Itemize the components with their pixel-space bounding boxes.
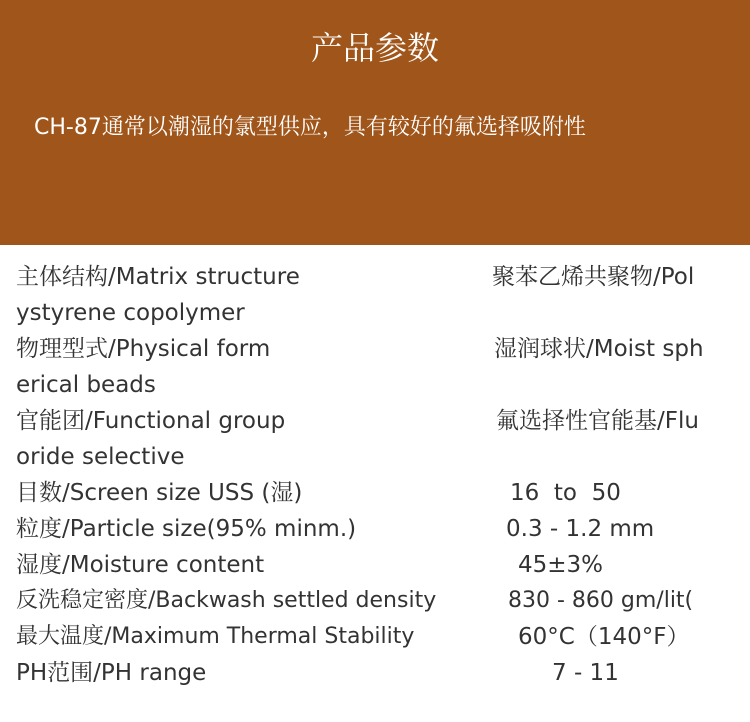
spec-label: 物理型式/Physical form	[16, 336, 271, 362]
spec-row-backwash-density	[0, 583, 750, 619]
spec-value-continuation: oride selective	[16, 444, 185, 470]
spec-label: 最大温度/Maximum Thermal Stability	[16, 624, 415, 649]
spec-row-screen-size	[0, 475, 750, 511]
spec-label: 目数/Screen size USS (湿)	[16, 480, 303, 506]
spec-value: 60°C（140°F）	[518, 624, 690, 650]
header-banner	[0, 0, 750, 245]
spec-table	[0, 245, 750, 722]
product-description: CH-87通常以潮湿的氯型供应，具有较好的氟选择吸附性	[34, 115, 586, 140]
spec-label: 主体结构/Matrix structure	[16, 264, 300, 290]
spec-row-continuation	[0, 439, 750, 475]
spec-row-thermal-stability	[0, 619, 750, 655]
spec-value: 0.3 - 1.2 mm	[506, 516, 655, 542]
spec-row-ph-range	[0, 655, 750, 691]
spec-row-functional-group	[0, 403, 750, 439]
spec-value-continuation: erical beads	[16, 372, 156, 398]
spec-value: 45±3%	[518, 552, 604, 578]
spec-row-continuation	[0, 295, 750, 331]
spec-label: 官能团/Functional group	[16, 408, 286, 434]
page-title: 产品参数	[310, 29, 439, 67]
spec-value: 16 to 50	[510, 480, 621, 506]
spec-value: 氟选择性官能基/Flu	[496, 408, 699, 434]
spec-value: 聚苯乙烯共聚物/Pol	[492, 264, 695, 290]
spec-row-particle-size	[0, 511, 750, 547]
spec-value: 830 - 860 gm/lit(	[508, 588, 694, 613]
spec-label: 反洗稳定密度/Backwash settled density	[16, 588, 437, 613]
spec-label: PH范围/PH range	[16, 660, 207, 686]
spec-row-moisture-content	[0, 547, 750, 583]
spec-value: 湿润球状/Moist sph	[494, 336, 704, 362]
spec-row-physical-form	[0, 331, 750, 367]
spec-label: 湿度/Moisture content	[16, 552, 265, 578]
spec-value: 7 - 11	[552, 660, 619, 686]
spec-value-continuation: ystyrene copolymer	[16, 300, 245, 326]
spec-label: 粒度/Particle size(95% minm.)	[16, 516, 357, 542]
spec-row-matrix-structure	[0, 259, 750, 295]
spec-row-continuation	[0, 367, 750, 403]
